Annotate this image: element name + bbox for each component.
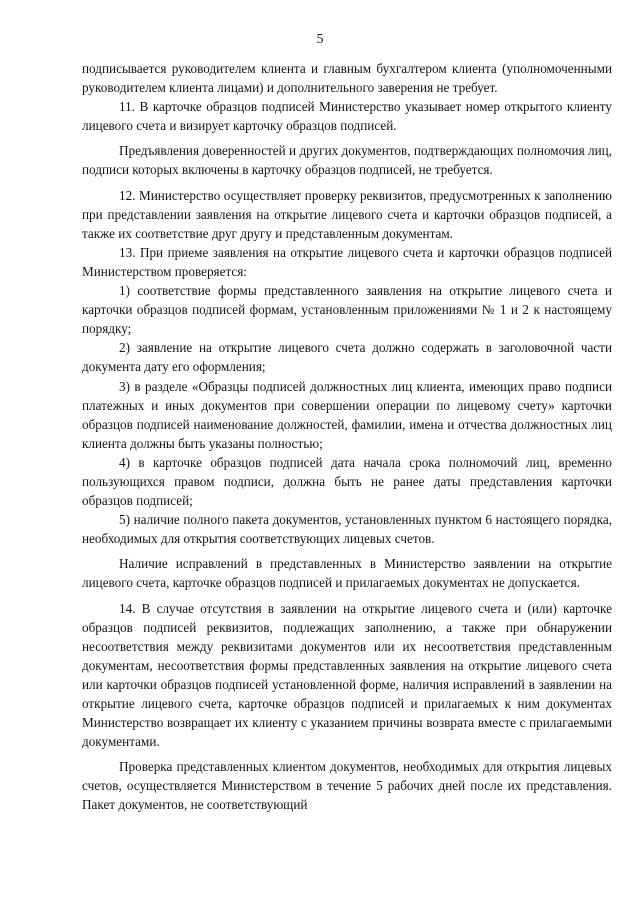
document-body [82,59,612,815]
page-number: 5 [316,32,324,47]
list-item-4: 4) в карточке образцов подписей дата начала срока полномочий лиц, временно пользующихся правом подписи, должна быть не ранее даты представления карточки образцов подписей; [82,454,612,509]
paragraph-clause-14: 14. В случае отсутствия в заявлении на открытие лицевого счета и (или) карточке образцов подписей реквизитов, подлежащих заполнению, а также при обнаружении несоответствия между реквизитами документов или их несоответствия представленным документам, несоответствия формы представленных заявления на открытие лицевого счета или карточки образцов подписей установленной форме, наличия исправлений в заявлении на открытие лицевого счета, карточке образцов подписей и прилагаемых к ним документах Министерство возвращает их клиенту с указанием причины возврата вместе с прилагаемыми документами. [82,600,612,750]
list-item-3: 3) в разделе «Образцы подписей должностных лиц клиента, имеющих право подписи платежных и иных документов при совершении операции по лицевому счету» карточки образцов подписей наименование должностей, фамилии, имена и отчества должностных лиц клиента должны быть указаны полностью; [82,378,612,451]
paragraph-clause-11: 11. В карточке образцов подписей Министерство указывает номер открытого клиенту лицевого счета и визирует карточку образцов подписей. [82,99,612,134]
paragraph-verification: Проверка представленных клиентом документов, необходимых для открытия лицевых счетов, осуществляется Министерством в течение 5 рабочих дней после их представления. Пакет документов, не соответствующий [82,759,612,813]
list-item-5: 5) наличие полного пакета документов, установленных пунктом 6 настоящего порядка, необходимых для открытия соответствующих лицевых счетов. [82,512,612,547]
paragraph-power-of-attorney: Предъявления доверенностей и других документов, подтверждающих полномочия лиц, подписи которых включены в карточку образцов подписей, не требуется. [82,143,612,178]
list-item-1: 1) соответствие формы представленного заявления на открытие лицевого счета и карточки образцов подписей формам, установленным приложениями № 1 и 2 к настоящему порядку; [82,283,612,337]
paragraph-corrections: Наличие исправлений в представленных в Министерство заявлении на открытие лицевого счета, карточке образцов подписей и прилагаемых документах не допускается. [82,556,612,591]
paragraph-continuation: подписывается руководителем клиента и главным бухгалтером клиента (уполномоченными руководителем клиента лицами) и дополнительного заверения не требует. [82,61,612,96]
list-item-2: 2) заявление на открытие лицевого счета должно содержать в заголовочной части документа дату его оформления; [82,340,612,375]
paragraph-clause-13: 13. При приеме заявления на открытие лицевого счета и карточки образцов подписей Министерством проверяется: [82,244,612,279]
paragraph-clause-12: 12. Министерство осуществляет проверку реквизитов, предусмотренных к заполнению при представлении заявления на открытие лицевого счета и карточки образцов подписей, а также их соответствие друг другу и представленным документам. [82,187,612,241]
